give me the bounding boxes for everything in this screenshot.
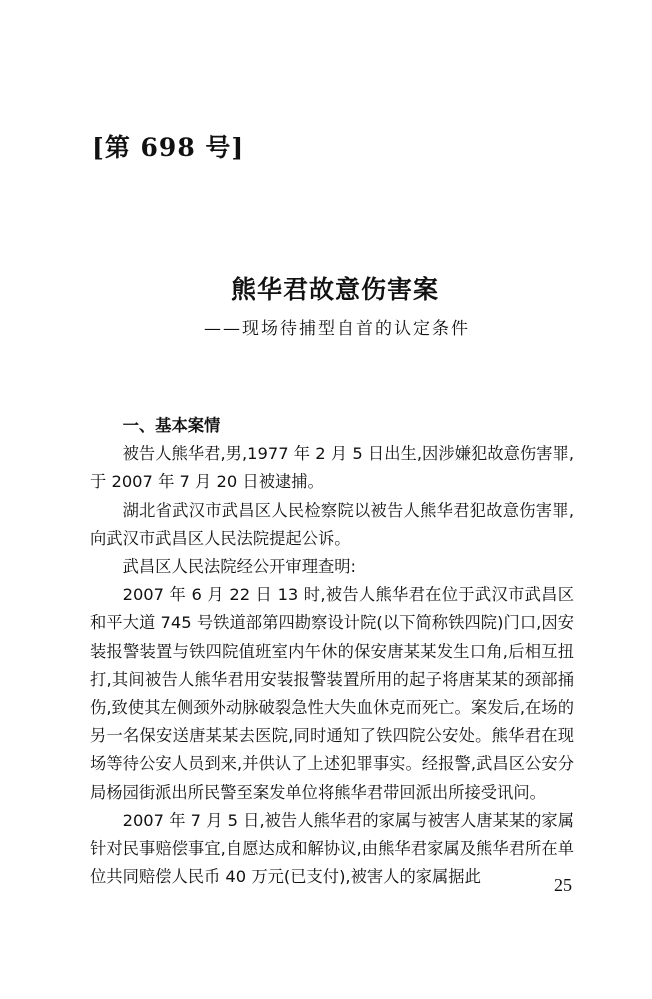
paragraph-defendant: 被告人熊华君,男,1977 年 2 月 5 日出生,因涉嫌犯故意伤害罪,于 2007 年 7 月 20 日被逮捕。 [90,444,574,492]
case-body [90,412,574,891]
paragraph-settlement: 2007 年 7 月 5 日,被告人熊华君的家属与被害人唐某某的家属针对民事赔偿事宜,自愿达成和解协议,由熊华君家属及熊华君所在单位共同赔偿人民币 40 万元(已支付),被害人的家属据此 [90,810,574,887]
paragraph-facts: 2007 年 6 月 22 日 13 时,被告人熊华君在位于武汉市武昌区和平大道 745 号铁道部第四勘察设计院(以下简称铁四院)门口,因安装报警装置与铁四院值班室内午休的保安唐某某发生口角,后相互扭打,其间被告人熊华君用安装报警装置所用的起子将唐某某的颈部捅伤,致使其左侧颈外动脉破裂急性大失血休克而死亡。案发后,在场的另一名保安送唐某某去医院,同时通知了铁四院公安处。熊华君在现场等待公安人员到来,并供认了上述犯罪事实。经报警,武昌区公安分局杨园街派出所民警至案发单位将熊华君带回派出所接受讯问。 [90,585,574,802]
section-heading: 一、基本案情 [122,416,221,435]
case-number: [第 698 号] [92,133,245,162]
paragraph-court-finding: 武昌区人民法院经公开审理查明: [122,557,357,577]
case-subtitle: ——现场待捕型自首的认定条件 [204,319,470,339]
case-title: 熊华君故意伤害案 [230,275,439,304]
paragraph-prosecution: 湖北省武汉市武昌区人民检察院以被告人熊华君犯故意伤害罪,向武汉市武昌区人民法院提起公诉。 [90,500,574,548]
page-number: 25 [554,875,572,895]
